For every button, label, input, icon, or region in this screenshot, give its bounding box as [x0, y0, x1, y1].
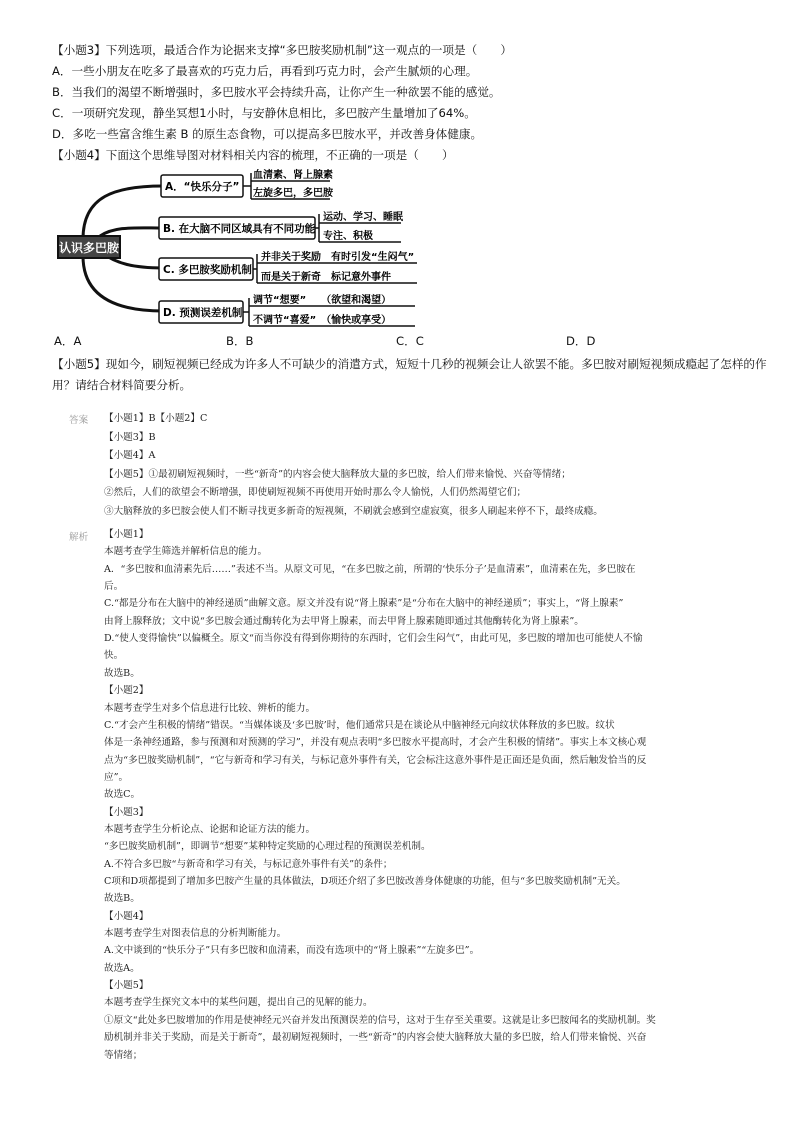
- analysis-line: 后。: [104, 581, 124, 593]
- answer-line: ②然后，人们的欲望会不断增强，即使刷短视频不再使用开始时那么令人愉悦，人们仍然渴望它们；: [104, 487, 527, 498]
- analysis-line: 励机制并非关于奖励，而是关于新奇”，最初刷短视频时，一些“新奇”的内容会使大脑释放大量的多巴胺，给人们带来愉悦、兴奋: [104, 1032, 647, 1044]
- q3-option-c: C．一项研究发现，静坐冥想1小时，与安静休息相比，多巴胺产生量增加了64%。: [52, 106, 476, 120]
- mind-map: [55, 166, 435, 330]
- analysis-label: 解析: [69, 532, 89, 543]
- analysis-line: 本题考查学生探究文本中的某些问题，提出自己的见解的能力。: [104, 997, 373, 1009]
- mind-map-b-leaf-2: 专注、积极: [323, 231, 373, 242]
- analysis-line: 【小题4】: [104, 910, 149, 922]
- analysis-line: C.“都是分布在大脑中的神经递质”曲解文意。原文并没有说“肾上腺素”是“分布在大脑中的神经递质”；事实上，“肾上腺素”: [104, 598, 624, 610]
- q4-option-c: C．C: [396, 334, 424, 348]
- mind-map-center: 认识多巴胺: [58, 241, 120, 255]
- analysis-line: 【小题5】: [104, 980, 149, 992]
- analysis-line: 【小题2】: [104, 685, 149, 697]
- mind-map-branch-d: D. 预测误差机制: [163, 307, 243, 319]
- analysis-line: 本题考查学生对图表信息的分析判断能力。: [104, 928, 287, 940]
- analysis-line: 故选C。: [104, 789, 141, 801]
- mind-map-a-leaf-1: 血清素、肾上腺素: [253, 170, 333, 181]
- mind-map-d-leaf-2: 不调节“喜爱” （愉快或享受）: [253, 315, 392, 326]
- mind-map-branch-c: C. 多巴胺奖励机制: [163, 264, 252, 276]
- analysis-line: D.“使人变得愉快”以偏概全。原文“而当你没有得到你期待的东西时，它们会生闷气”，由此可见，多巴胺的增加也可能使人不愉: [104, 633, 643, 645]
- mind-map-d-leaf-1: 调节“想要” （欲望和渴望）: [253, 295, 392, 306]
- q4-option-d: D．D: [566, 334, 596, 348]
- analysis-line: ①原文“此处多巴胺增加的作用是使神经元兴奋并发出预测误差的信号，这对于生存至关重要。这就是让多巴胺闻名的奖励机制。奖: [104, 1014, 656, 1026]
- answer-line: 【小题5】①最初刷短视频时，一些“新奇”的内容会使大脑释放大量的多巴胺，给人们带来愉悦、兴奋等情绪；: [104, 468, 571, 480]
- analysis-line: 体是一条神经通路，参与预测和对预测的学习”，并没有观点表明“多巴胺水平提高时，才会产生积极的情绪”。事实上本文核心观: [104, 737, 647, 749]
- analysis-line: 故选A。: [104, 962, 140, 974]
- q3-option-d: D．多吃一些富含维生素 B 的原生态食物，可以提高多巴胺水平，并改善身体健康。: [52, 127, 483, 141]
- analysis-line: A.文中谈到的“快乐分子”只有多巴胺和血清素，而没有选项中的“肾上腺素”“左旋多巴”。: [104, 945, 480, 957]
- answer-label: 答案: [69, 415, 89, 426]
- q4-option-a: A．A: [54, 334, 82, 348]
- analysis-line: 等情绪；: [104, 1049, 143, 1061]
- answer-line: 【小题1】B【小题2】C: [104, 413, 208, 424]
- analysis-line: C项和D项都提到了增加多巴胺产生量的具体做法，D项还介绍了多巴胺改善身体健康的功能，但与“多巴胺奖励机制”无关。: [104, 876, 626, 887]
- analysis-line: 【小题3】: [104, 806, 149, 818]
- analysis-line: 应”。: [104, 771, 129, 783]
- q3-title: 【小题3】下列选项，最适合作为论据来支撑“多巴胺奖励机制”这一观点的一项是（ ）: [52, 43, 512, 57]
- analysis-line: 本题考查学生筛选并解析信息的能力。: [104, 546, 268, 558]
- q5-line-1: 【小题5】现如今，刷短视频已经成为许多人不可缺少的消遣方式，短短十几秒的视频会让人欲罢不能。多巴胺对刷短视频成瘾起了怎样的作: [52, 357, 767, 371]
- q3-option-b: B．当我们的渴望不断增强时，多巴胺水平会持续升高，让你产生一种欲罢不能的感觉。: [52, 85, 501, 99]
- mind-map-b-leaf-1: 运动、学习、睡眠: [323, 212, 403, 223]
- mind-map-c-leaf-1: 并非关于奖励 有时引发“生闷气”: [261, 252, 415, 263]
- analysis-line: A．“多巴胺和血清素先后……”表述不当。从原文可见，“在多巴胺之前，所谓的‘快乐分子’是血清素”，血清素在先，多巴胺在: [104, 563, 636, 575]
- analysis-line: 【小题1】: [104, 529, 149, 540]
- analysis-line: “多巴胺奖励机制”，即调节“想要”某种特定奖励的心理过程的预测误差机制。: [104, 841, 431, 853]
- q5-line-2: 用？请结合材料简要分析。: [52, 378, 192, 392]
- answer-line: ③大脑释放的多巴胺会使人们不断寻找更多新奇的短视频，不刷就会感到空虚寂寞，很多人刷起来停不下，最终成瘾。: [104, 505, 603, 517]
- analysis-line: 故选B。: [104, 893, 140, 905]
- q4-title: 【小题4】下面这个思维导图对材料相关内容的梳理，不正确的一项是（ ）: [52, 148, 454, 162]
- analysis-line: 点为“多巴胺奖励机制”，“它与新奇和学习有关，与标记意外事件有关，它会标注这意外事件是正面还是负面，然后触发恰当的反: [104, 754, 647, 766]
- mind-map-branch-a: A．“快乐分子”: [165, 181, 240, 193]
- answer-line: 【小题4】A: [104, 450, 156, 461]
- analysis-line: 快。: [104, 650, 124, 662]
- analysis-line: 由肾上腺释放；文中说“多巴胺会通过酶转化为去甲肾上腺素，而去甲肾上腺素随即通过其他酶转化为肾上腺素”。: [104, 615, 584, 627]
- q4-option-b: B．B: [226, 334, 254, 348]
- analysis-line: C.“才会产生积极的情绪”错误。“当媒体谈及‘多巴胺’时，他们通常只是在谈论从中脑神经元向纹状体释放的多巴胺。纹状: [104, 719, 615, 731]
- analysis-line: A.不符合多巴胺“与新奇和学习有关，与标记意外事件有关”的条件；: [104, 858, 393, 870]
- mind-map-branch-b: B. 在大脑不同区域具有不同功能: [163, 223, 316, 235]
- analysis-line: 本题考查学生对多个信息进行比较、辨析的能力。: [104, 702, 316, 714]
- analysis-line: 本题考查学生分析论点、论据和论证方法的能力。: [104, 823, 316, 835]
- analysis-line: 故选B。: [104, 667, 140, 679]
- mind-map-a-leaf-2: 左旋多巴，多巴胺: [253, 188, 333, 199]
- answer-line: 【小题3】B: [104, 431, 156, 443]
- mind-map-c-leaf-2: 而是关于新奇 标记意外事件: [261, 272, 391, 283]
- q3-option-a: A．一些小朋友在吃多了最喜欢的巧克力后，再看到巧克力时，会产生腻烦的心理。: [52, 64, 478, 78]
